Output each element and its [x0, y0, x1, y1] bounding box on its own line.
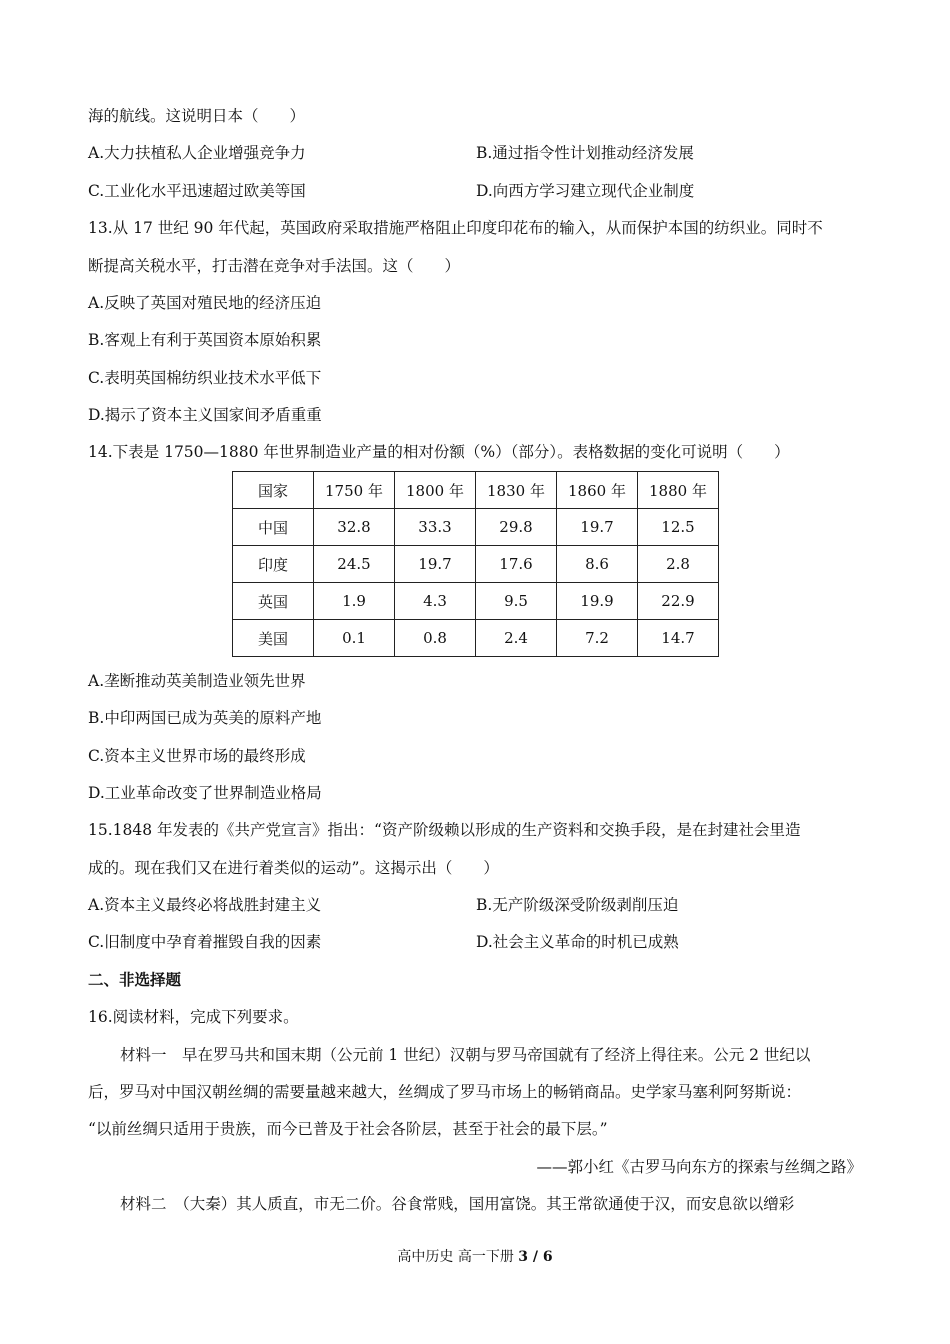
table-cell: 19.9 [557, 583, 638, 620]
table-cell: 24.5 [314, 546, 395, 583]
q12-option-b: B.通过指令性计划推动经济发展 [476, 144, 694, 162]
table-cell: 17.6 [476, 546, 557, 583]
table-header-row [233, 472, 719, 509]
q13-option-d: D.揭示了资本主义国家间矛盾重重 [88, 406, 322, 424]
q13-option-c: C.表明英国棉纺织业技术水平低下 [88, 369, 322, 387]
table-row [233, 546, 719, 583]
q16-material2-line1: 材料二 （大秦）其人质直，市无二价。谷食常贱，国用富饶。其王常欲通使于汉，而安息欲以缯彩 [120, 1195, 795, 1213]
q16-material1-line2: 后，罗马对中国汉朝丝绸的需要量越来越大，丝绸成了罗马市场上的畅销商品。史学家马塞利阿努斯说： [88, 1083, 802, 1101]
section-title: 二、非选择题 [88, 971, 182, 989]
q15-stem-line1: 15.1848 年发表的《共产党宣言》指出：“资产阶级赖以形成的生产资料和交换手段，是在封建社会里造 [88, 821, 801, 839]
q14-stem: 14.下表是 1750—1880 年世界制造业产量的相对份额（%）（部分）。表格数据的变化可说明（ ） [88, 443, 790, 461]
table-header-cell: 1830 年 [476, 472, 557, 509]
q16-stem: 16.阅读材料，完成下列要求。 [88, 1008, 299, 1026]
q13-option-a: A.反映了英国对殖民地的经济压迫 [88, 294, 322, 312]
table-cell: 22.9 [638, 583, 719, 620]
table-cell: 8.6 [557, 546, 638, 583]
table-cell: 中国 [233, 509, 314, 546]
table-header-cell: 1750 年 [314, 472, 395, 509]
page-footer [0, 1246, 950, 1266]
q15-option-d: D.社会主义革命的时机已成熟 [476, 933, 679, 951]
table-header-cell: 1880 年 [638, 472, 719, 509]
table-cell: 美国 [233, 620, 314, 657]
q12-stem-tail: 海的航线。这说明日本（ ） [88, 107, 306, 125]
table-cell: 7.2 [557, 620, 638, 657]
table-cell: 29.8 [476, 509, 557, 546]
q12-option-d: D.向西方学习建立现代企业制度 [476, 182, 695, 200]
table-row [233, 583, 719, 620]
q14-option-b: B.中印两国已成为英美的原料产地 [88, 709, 322, 727]
q15-option-a: A.资本主义最终必将战胜封建主义 [88, 896, 322, 914]
table-cell: 0.8 [395, 620, 476, 657]
q13-stem-line1: 13.从 17 世纪 90 年代起，英国政府采取措施严格阻止印度印花布的输入，从而保护本国的纺织业。同时不 [88, 219, 823, 237]
table-cell: 19.7 [557, 509, 638, 546]
table-header-cell: 1860 年 [557, 472, 638, 509]
q12-option-a: A.大力扶植私人企业增强竞争力 [88, 144, 306, 162]
q14-option-c: C.资本主义世界市场的最终形成 [88, 747, 306, 765]
table-cell: 2.4 [476, 620, 557, 657]
table-cell: 12.5 [638, 509, 719, 546]
table-cell: 2.8 [638, 546, 719, 583]
page-number: 3 / 6 [518, 1249, 553, 1265]
q13-option-b: B.客观上有利于英国资本原始积累 [88, 331, 322, 349]
table-row [233, 620, 719, 657]
table-cell: 33.3 [395, 509, 476, 546]
q15-option-c: C.旧制度中孕育着摧毁自我的因素 [88, 933, 322, 951]
footer-label: 高中历史 高一下册 [397, 1249, 519, 1265]
table-cell: 9.5 [476, 583, 557, 620]
table-cell: 14.7 [638, 620, 719, 657]
table-cell: 4.3 [395, 583, 476, 620]
table-header-cell: 1800 年 [395, 472, 476, 509]
q16-material1-line3: “以前丝绸只适用于贵族，而今已普及于社会各阶层，甚至于社会的最下层。” [88, 1120, 608, 1138]
manufacturing-share-table [232, 471, 719, 657]
q14-option-a: A.垄断推动英美制造业领先世界 [88, 672, 306, 690]
table-cell: 0.1 [314, 620, 395, 657]
q16-material1-line1: 材料一 早在罗马共和国末期（公元前 1 世纪）汉朝与罗马帝国就有了经济上得往来。公元 2 世纪以 [120, 1046, 811, 1064]
table-row [233, 509, 719, 546]
q12-option-c: C.工业化水平迅速超过欧美等国 [88, 182, 306, 200]
table-cell: 32.8 [314, 509, 395, 546]
table-cell: 英国 [233, 583, 314, 620]
q14-option-d: D.工业革命改变了世界制造业格局 [88, 784, 322, 802]
table-cell: 1.9 [314, 583, 395, 620]
table-header-cell: 国家 [233, 472, 314, 509]
q16-material1-source: ——郭小红《古罗马向东方的探索与丝绸之路》 [536, 1158, 862, 1176]
q15-stem-line2: 成的。现在我们又在进行着类似的运动”。这揭示出（ ） [88, 859, 499, 877]
table-cell: 19.7 [395, 546, 476, 583]
q15-option-b: B.无产阶级深受阶级剥削压迫 [476, 896, 679, 914]
q13-stem-line2: 断提高关税水平，打击潜在竞争对手法国。这（ ） [88, 257, 461, 275]
table-cell: 印度 [233, 546, 314, 583]
